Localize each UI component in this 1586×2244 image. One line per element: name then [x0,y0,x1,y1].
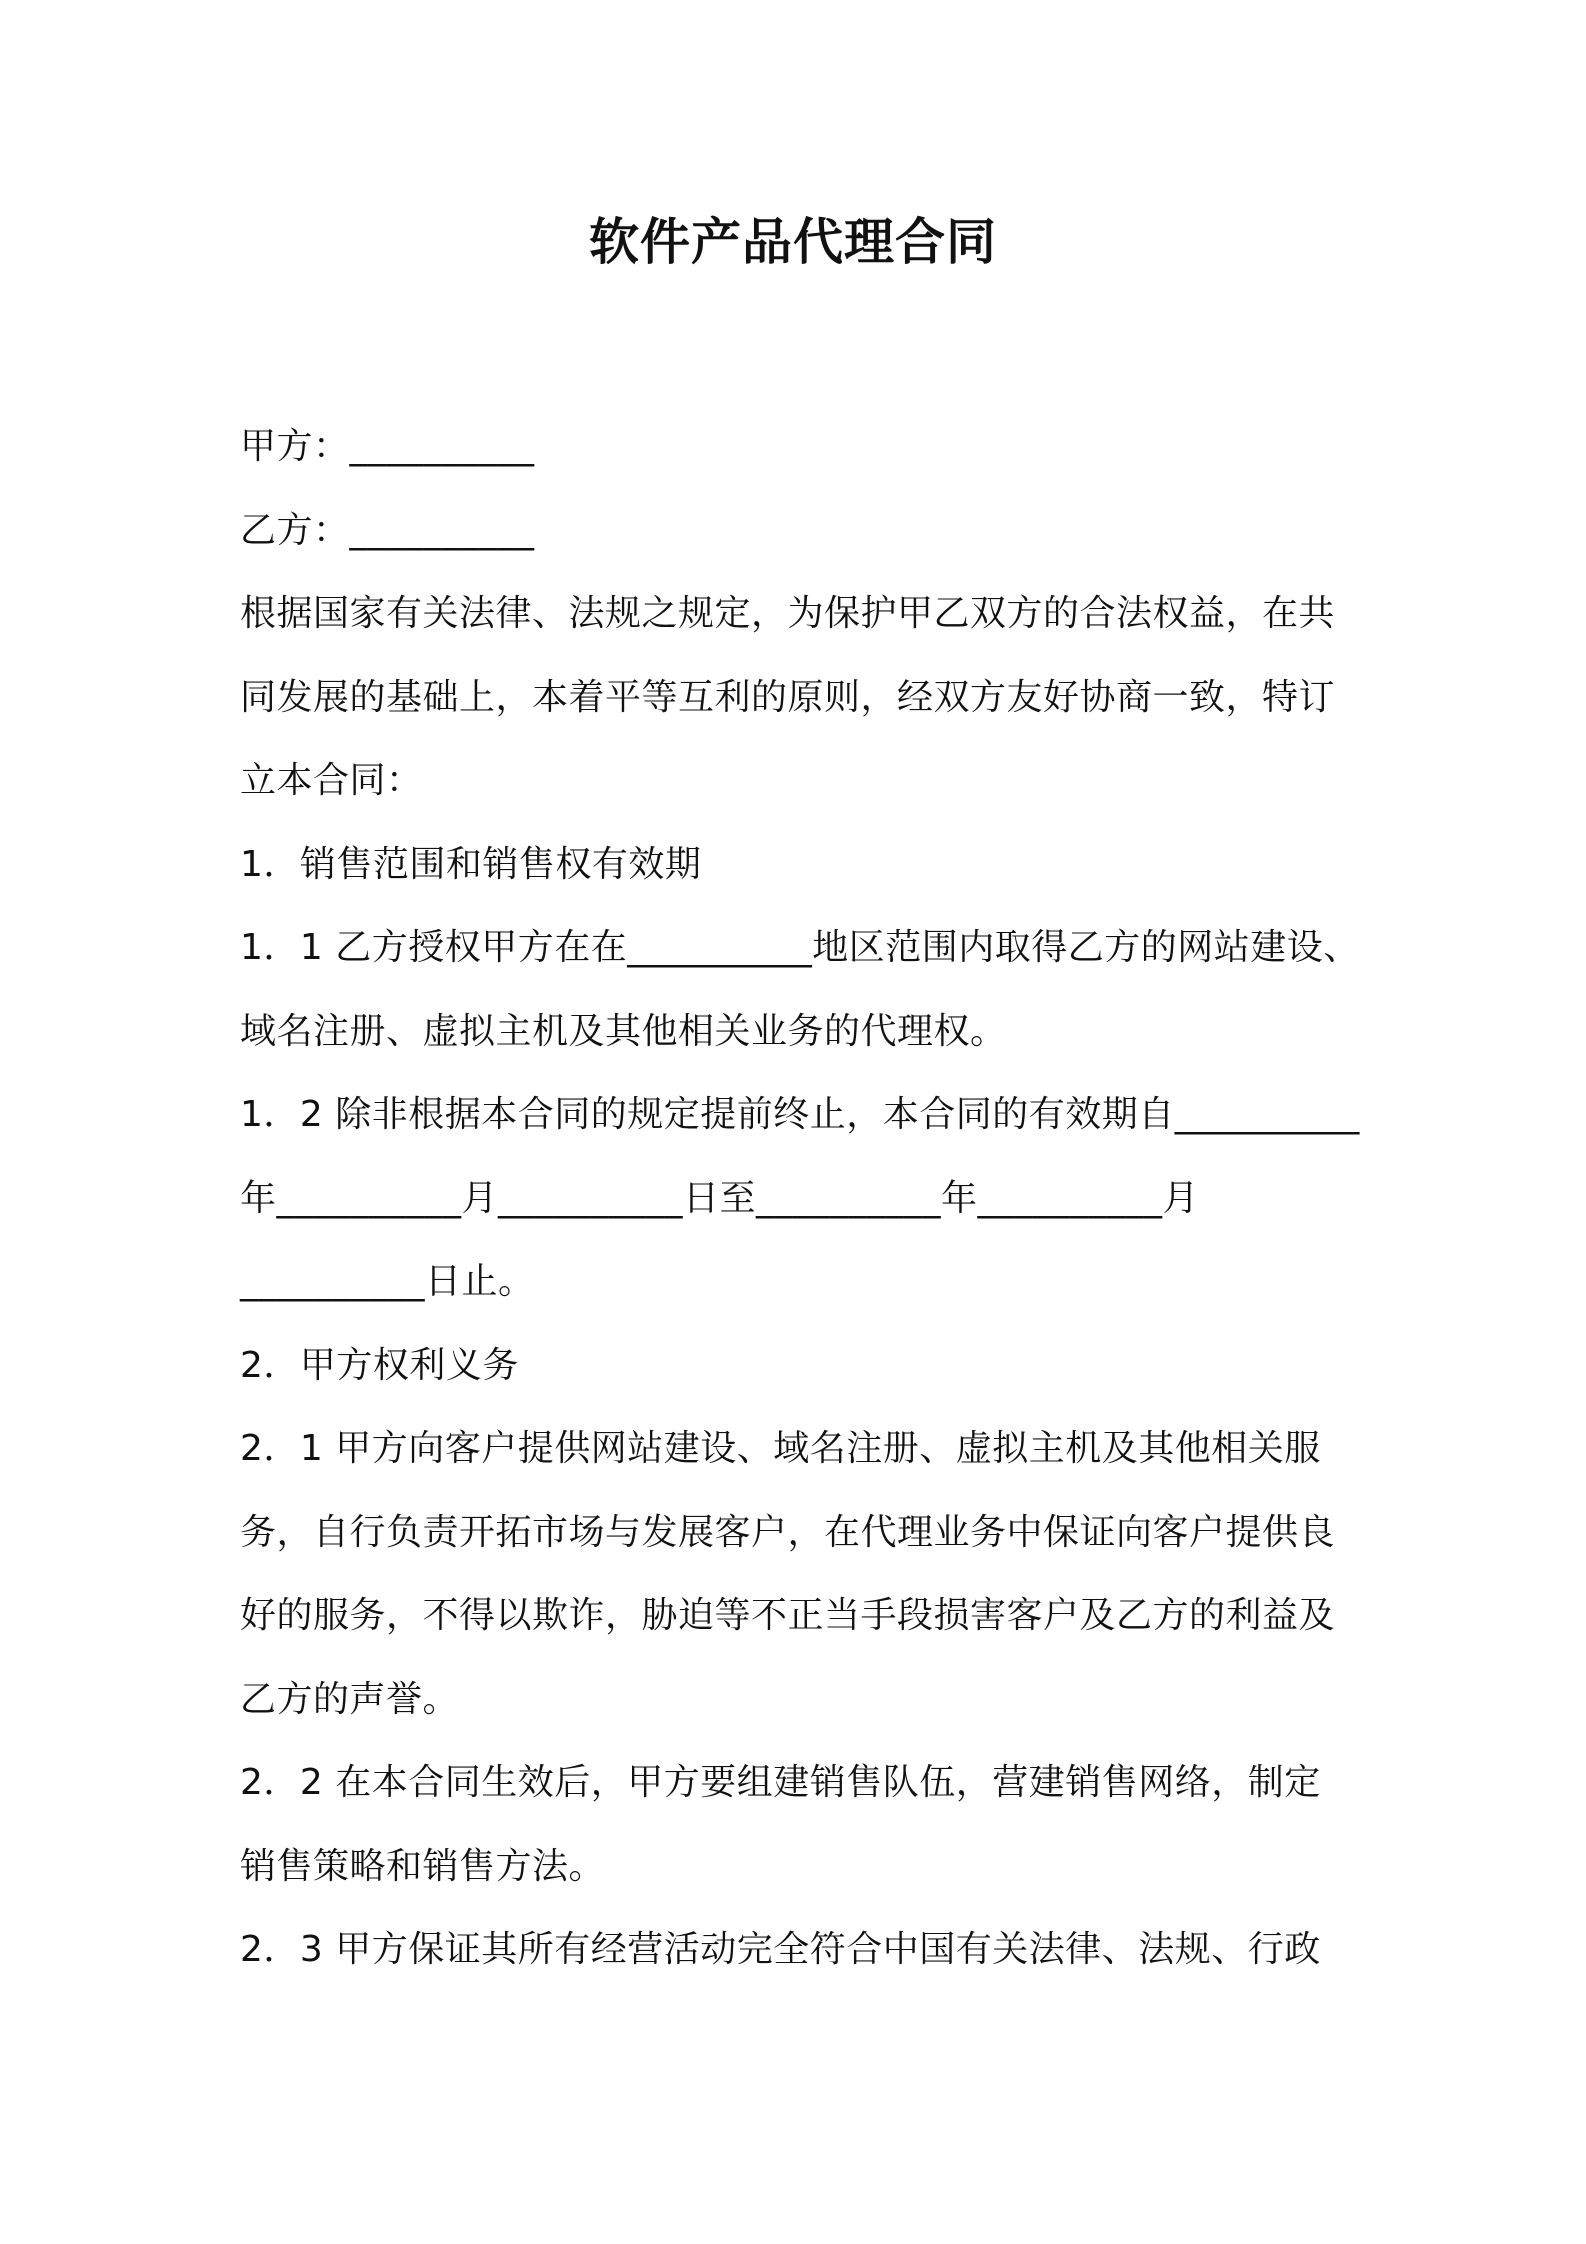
party-b-line: 乙方：__________ [240,509,535,551]
clause-2-1-continued: 务，自行负责开拓市场与发展客户，在代理业务中保证向客户提供良 [240,1511,1336,1553]
clause-2-2-continued: 销售策略和销售方法。 [240,1845,606,1887]
clause-1-2: 1．2 除非根据本合同的规定提前终止，本合同的有效期自__________ [240,1094,1360,1135]
preamble-line: 立本合同： [240,760,423,801]
clause-1-2-continued: __________日止。 [240,1261,535,1302]
clause-2-1: 2．1 甲方向客户提供网站建设、域名注册、虚拟主机及其他相关服 [240,1428,1321,1469]
clause-2-3: 2．3 甲方保证其所有经营活动完全符合中国有关法律、法规、行政 [240,1929,1321,1970]
clause-1-1: 1．1 乙方授权甲方在在__________地区范围内取得乙方的网站建设、 [240,927,1360,968]
section-heading-1: 1．销售范围和销售权有效期 [240,843,702,885]
section-heading-2: 2．甲方权利义务 [240,1344,519,1386]
preamble-line: 同发展的基础上，本着平等互利的原则，经双方友好协商一致，特订 [240,676,1336,718]
document-body [240,405,1360,1992]
clause-2-1-continued: 乙方的声誉。 [240,1678,460,1720]
clause-2-2: 2．2 在本合同生效后，甲方要组建销售队伍，营建销售网络，制定 [240,1762,1321,1803]
preamble-line: 根据国家有关法律、法规之规定，为保护甲乙双方的合法权益，在共 [240,593,1336,634]
document-title: 软件产品代理合同 [589,213,997,271]
party-a-line: 甲方：__________ [240,426,535,467]
clause-1-2-continued: 年__________月__________日至__________年__________月 [240,1177,1200,1219]
clause-1-1-continued: 域名注册、虚拟主机及其他相关业务的代理权。 [240,1010,1007,1052]
clause-2-1-continued: 好的服务，不得以欺诈，胁迫等不正当手段损害客户及乙方的利益及 [240,1595,1336,1636]
